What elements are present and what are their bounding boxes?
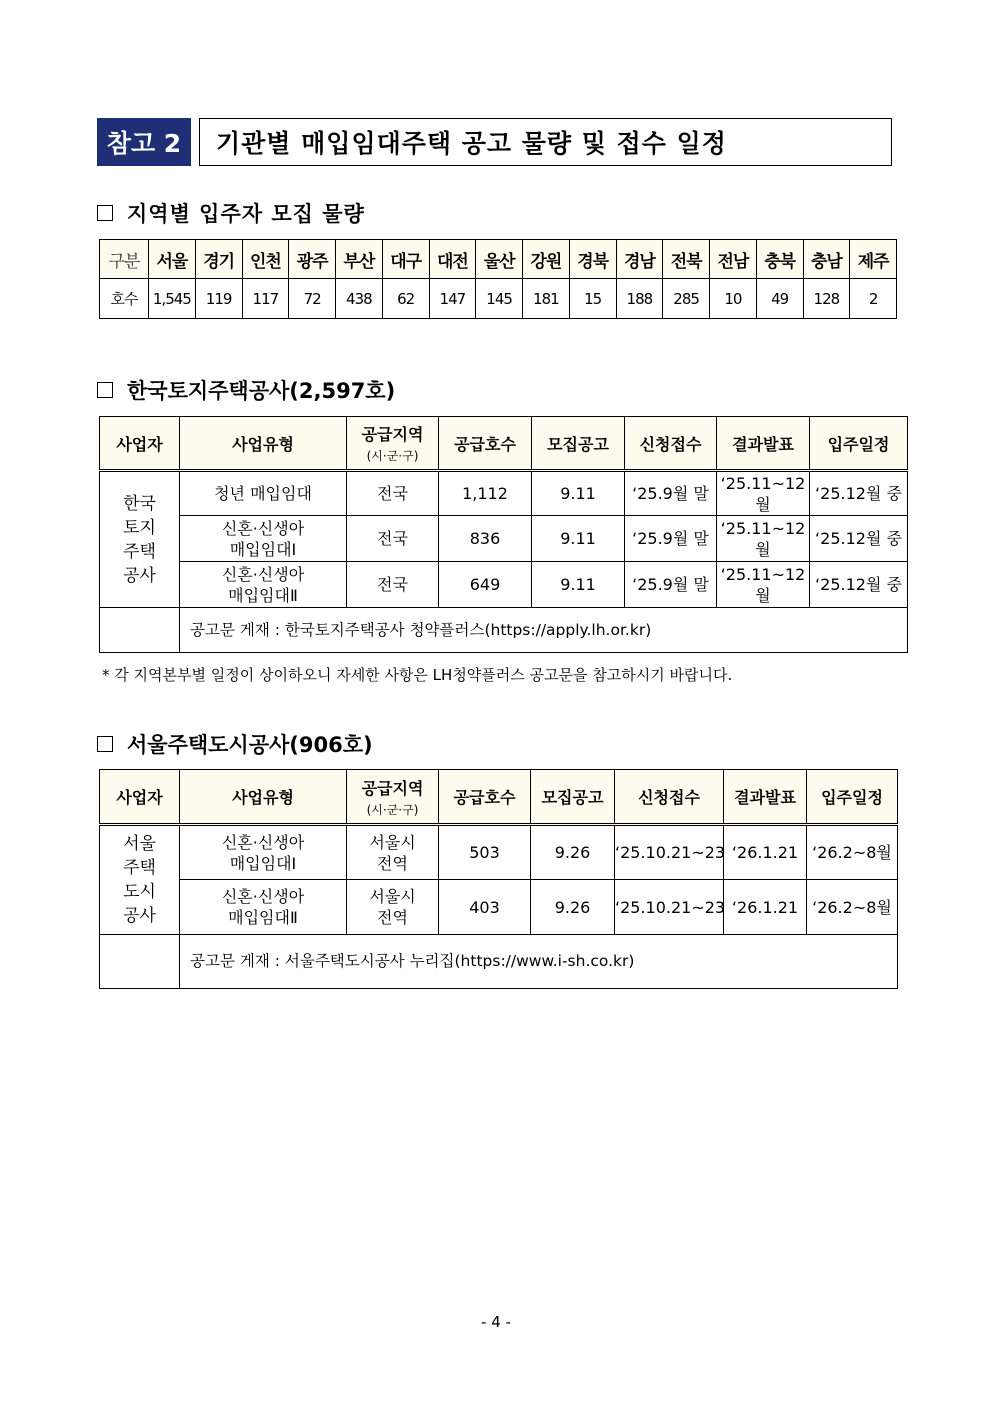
type-cell: 신혼·신생아 매입임대Ⅱ (180, 880, 347, 935)
area-cell: 서울시 전역 (347, 880, 439, 935)
note-row (100, 608, 908, 653)
col-type: 사업유형 (180, 417, 347, 471)
notice-cell: 9.26 (531, 880, 615, 935)
col-area: 공급지역 (시·군·구) (347, 770, 439, 825)
region-name: 제주 (850, 240, 897, 279)
region-count: 119 (195, 279, 242, 319)
region-count: 2 (850, 279, 897, 319)
area-cell: 전국 (347, 562, 439, 608)
units-cell: 1,112 (439, 471, 532, 516)
col-units: 공급호수 (439, 770, 531, 825)
region-section-heading: 지역별 입주자 모집 물량 (97, 198, 365, 228)
col-org: 사업자 (100, 417, 180, 471)
region-name: 광주 (289, 240, 336, 279)
reference-badge: 참고 2 (97, 118, 191, 166)
region-count: 117 (242, 279, 289, 319)
lh-schedule-table (99, 416, 908, 653)
col-movein: 입주일정 (810, 417, 908, 471)
region-count: 72 (289, 279, 336, 319)
region-name: 인천 (242, 240, 289, 279)
type-cell: 신혼·신생아 매입임대Ⅰ (180, 516, 347, 562)
movein-cell: ‘26.2~8월 (807, 880, 898, 935)
region-name: 울산 (476, 240, 523, 279)
region-name: 전북 (663, 240, 710, 279)
notice-cell: 9.11 (532, 471, 625, 516)
movein-cell: ‘25.12월 중 (810, 562, 908, 608)
region-count: 438 (336, 279, 383, 319)
region-name: 대구 (382, 240, 429, 279)
area-cell: 전국 (347, 471, 439, 516)
col-apply: 신청접수 (625, 417, 717, 471)
movein-cell: ‘25.12월 중 (810, 471, 908, 516)
region-count: 49 (756, 279, 803, 319)
page-title-block (97, 118, 892, 166)
region-name: 경북 (569, 240, 616, 279)
result-cell: ‘25.11~12월 (717, 562, 810, 608)
notice-cell: 9.26 (531, 825, 615, 880)
area-cell: 서울시 전역 (347, 825, 439, 880)
col-notice: 모집공고 (531, 770, 615, 825)
col-units: 공급호수 (439, 417, 532, 471)
region-name: 서울 (149, 240, 196, 279)
units-cell: 403 (439, 880, 531, 935)
region-count: 1,545 (149, 279, 196, 319)
apply-cell: ‘25.9월 말 (625, 562, 717, 608)
units-cell: 836 (439, 516, 532, 562)
org-cell: 한국 토지 주택 공사 (100, 471, 180, 608)
region-count: 285 (663, 279, 710, 319)
region-name: 대전 (429, 240, 476, 279)
sh-header-row (100, 770, 898, 825)
region-header-label: 구분 (100, 240, 149, 279)
col-apply: 신청접수 (615, 770, 724, 825)
region-count-row (100, 279, 897, 319)
region-header-row (100, 240, 897, 279)
type-cell: 청년 매입임대 (180, 471, 347, 516)
type-cell: 신혼·신생아 매입임대Ⅱ (180, 562, 347, 608)
note-row (100, 935, 898, 989)
col-area: 공급지역 (시·군·구) (347, 417, 439, 471)
checkbox-square-icon (97, 205, 113, 221)
units-cell: 503 (439, 825, 531, 880)
checkbox-square-icon (97, 736, 113, 752)
region-name: 강원 (523, 240, 570, 279)
col-result: 결과발표 (724, 770, 807, 825)
sh-section-heading: 서울주택도시공사(906호) (97, 729, 373, 759)
lh-header-row (100, 417, 908, 471)
apply-cell: ‘25.10.21~23 (615, 825, 724, 880)
lh-section-heading: 한국토지주택공사(2,597호) (97, 375, 395, 405)
region-name: 전남 (710, 240, 757, 279)
table-row (100, 471, 908, 516)
sh-notice-note: 공고문 게재 : 서울주택도시공사 누리집(https://www.i-sh.co.kr) (180, 935, 898, 989)
page-number: - 4 - (481, 1313, 511, 1331)
region-count: 181 (523, 279, 570, 319)
apply-cell: ‘25.10.21~23 (615, 880, 724, 935)
region-count: 128 (803, 279, 850, 319)
notice-cell: 9.11 (532, 562, 625, 608)
region-count: 188 (616, 279, 663, 319)
region-name: 충남 (803, 240, 850, 279)
col-movein: 입주일정 (807, 770, 898, 825)
region-row-label: 호수 (100, 279, 149, 319)
region-count: 145 (476, 279, 523, 319)
table-row (100, 516, 908, 562)
org-cell-empty (100, 608, 180, 653)
org-cell: 서울 주택 도시 공사 (100, 825, 180, 935)
col-result: 결과발표 (717, 417, 810, 471)
type-cell: 신혼·신생아 매입임대Ⅰ (180, 825, 347, 880)
apply-cell: ‘25.9월 말 (625, 516, 717, 562)
region-count: 62 (382, 279, 429, 319)
region-count: 147 (429, 279, 476, 319)
lh-notice-note: 공고문 게재 : 한국토지주택공사 청약플러스(https://apply.lh.or.kr) (180, 608, 908, 653)
region-name: 경기 (195, 240, 242, 279)
region-name: 부산 (336, 240, 383, 279)
col-notice: 모집공고 (532, 417, 625, 471)
region-name: 충북 (756, 240, 803, 279)
result-cell: ‘26.1.21 (724, 880, 807, 935)
region-name: 경남 (616, 240, 663, 279)
col-org: 사업자 (100, 770, 180, 825)
region-count: 10 (710, 279, 757, 319)
region-count: 15 (569, 279, 616, 319)
col-type: 사업유형 (180, 770, 347, 825)
result-cell: ‘25.11~12월 (717, 471, 810, 516)
result-cell: ‘25.11~12월 (717, 516, 810, 562)
table-row (100, 562, 908, 608)
result-cell: ‘26.1.21 (724, 825, 807, 880)
region-table (99, 239, 897, 319)
table-row (100, 880, 898, 935)
org-cell-empty (100, 935, 180, 989)
movein-cell: ‘26.2~8월 (807, 825, 898, 880)
sh-schedule-table (99, 769, 898, 989)
area-cell: 전국 (347, 516, 439, 562)
movein-cell: ‘25.12월 중 (810, 516, 908, 562)
units-cell: 649 (439, 562, 532, 608)
table-row (100, 825, 898, 880)
footnote: * 각 지역본부별 일정이 상이하오니 자세한 사항은 LH청약플러스 공고문을 참고하시기 바랍니다. (102, 666, 733, 684)
checkbox-square-icon (97, 382, 113, 398)
apply-cell: ‘25.9월 말 (625, 471, 717, 516)
page-title: 기관별 매입임대주택 공고 물량 및 접수 일정 (199, 118, 892, 166)
notice-cell: 9.11 (532, 516, 625, 562)
